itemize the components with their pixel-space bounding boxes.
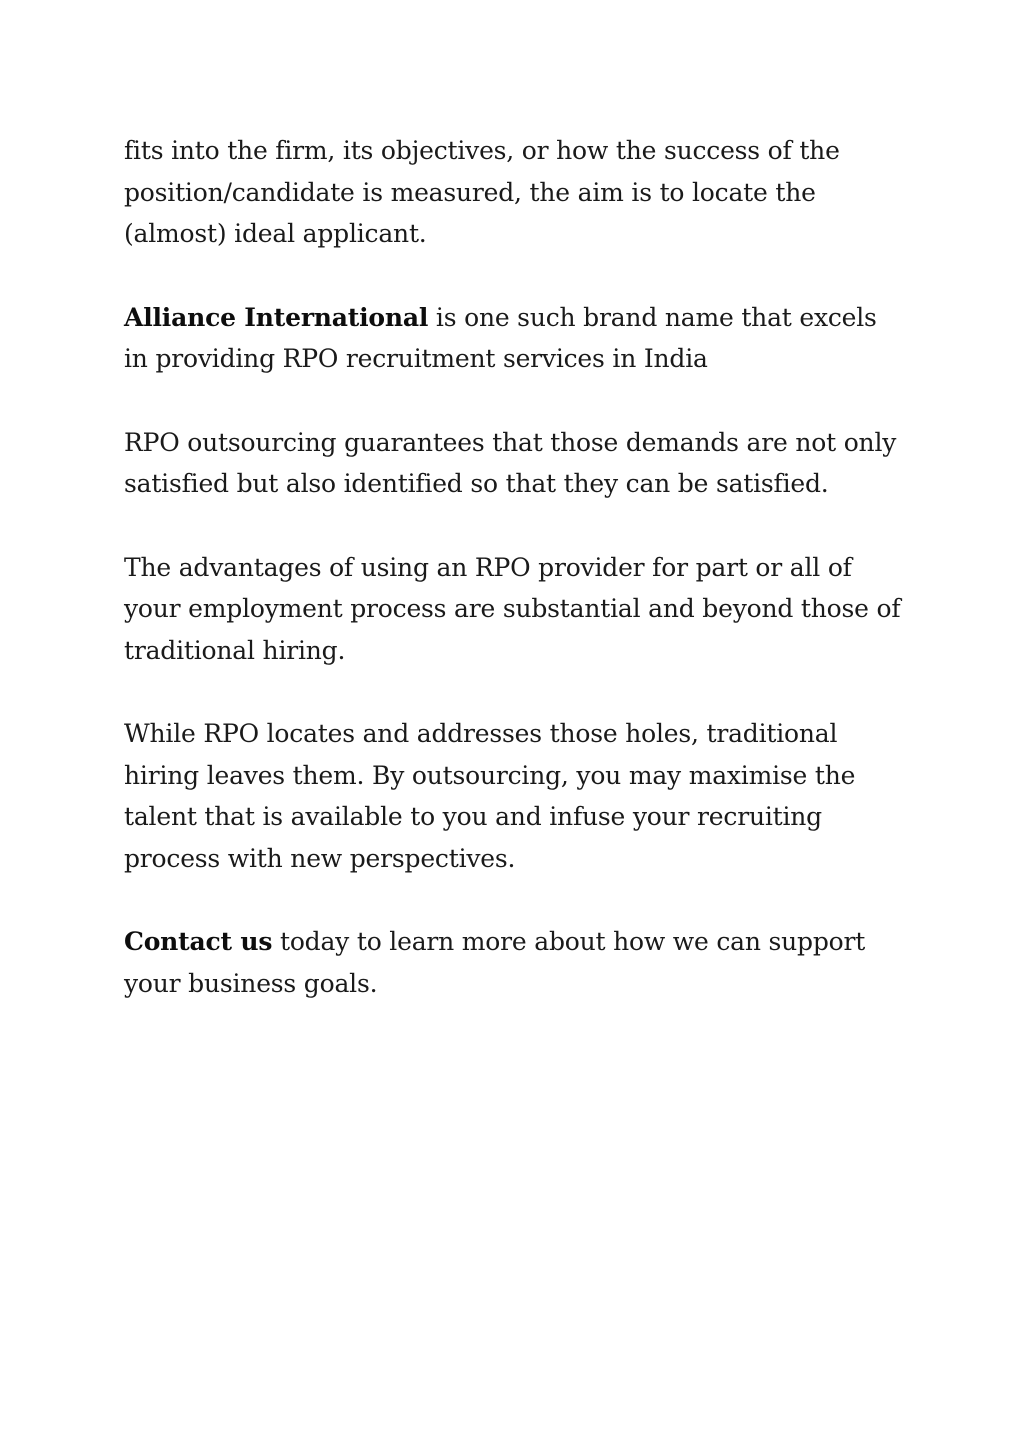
paragraph-alliance-text: is one such brand name that excels in providing RPO recruitment services in India: [124, 302, 877, 373]
paragraph-contact-text: today to learn more about how we can support your business goals.: [124, 927, 866, 998]
document-page: [124, 130, 904, 1046]
paragraph-advantages: The advantages of using an RPO provider for part or all of your employment process are substantial and beyond those of traditional hiring.: [124, 552, 901, 665]
paragraph-rpo-outsourcing: RPO outsourcing guarantees that those demands are not only satisfied but also identified so that they can be satisfied.: [124, 427, 897, 498]
paragraph-intro: fits into the firm, its objectives, or how the success of the position/candidate is measured, the aim is to locate the (almost) ideal applicant.: [124, 136, 840, 248]
paragraph-contact: [124, 921, 904, 1004]
paragraph-traditional-hiring: While RPO locates and addresses those holes, traditional hiring leaves them. By outsourcing, you may maximise the talent that is available to you and infuse your recruiting process with new perspectives.: [124, 719, 856, 873]
contact-us-text: Contact us: [124, 927, 273, 956]
brand-name: Alliance International: [124, 302, 429, 332]
paragraph-alliance: [124, 297, 904, 380]
